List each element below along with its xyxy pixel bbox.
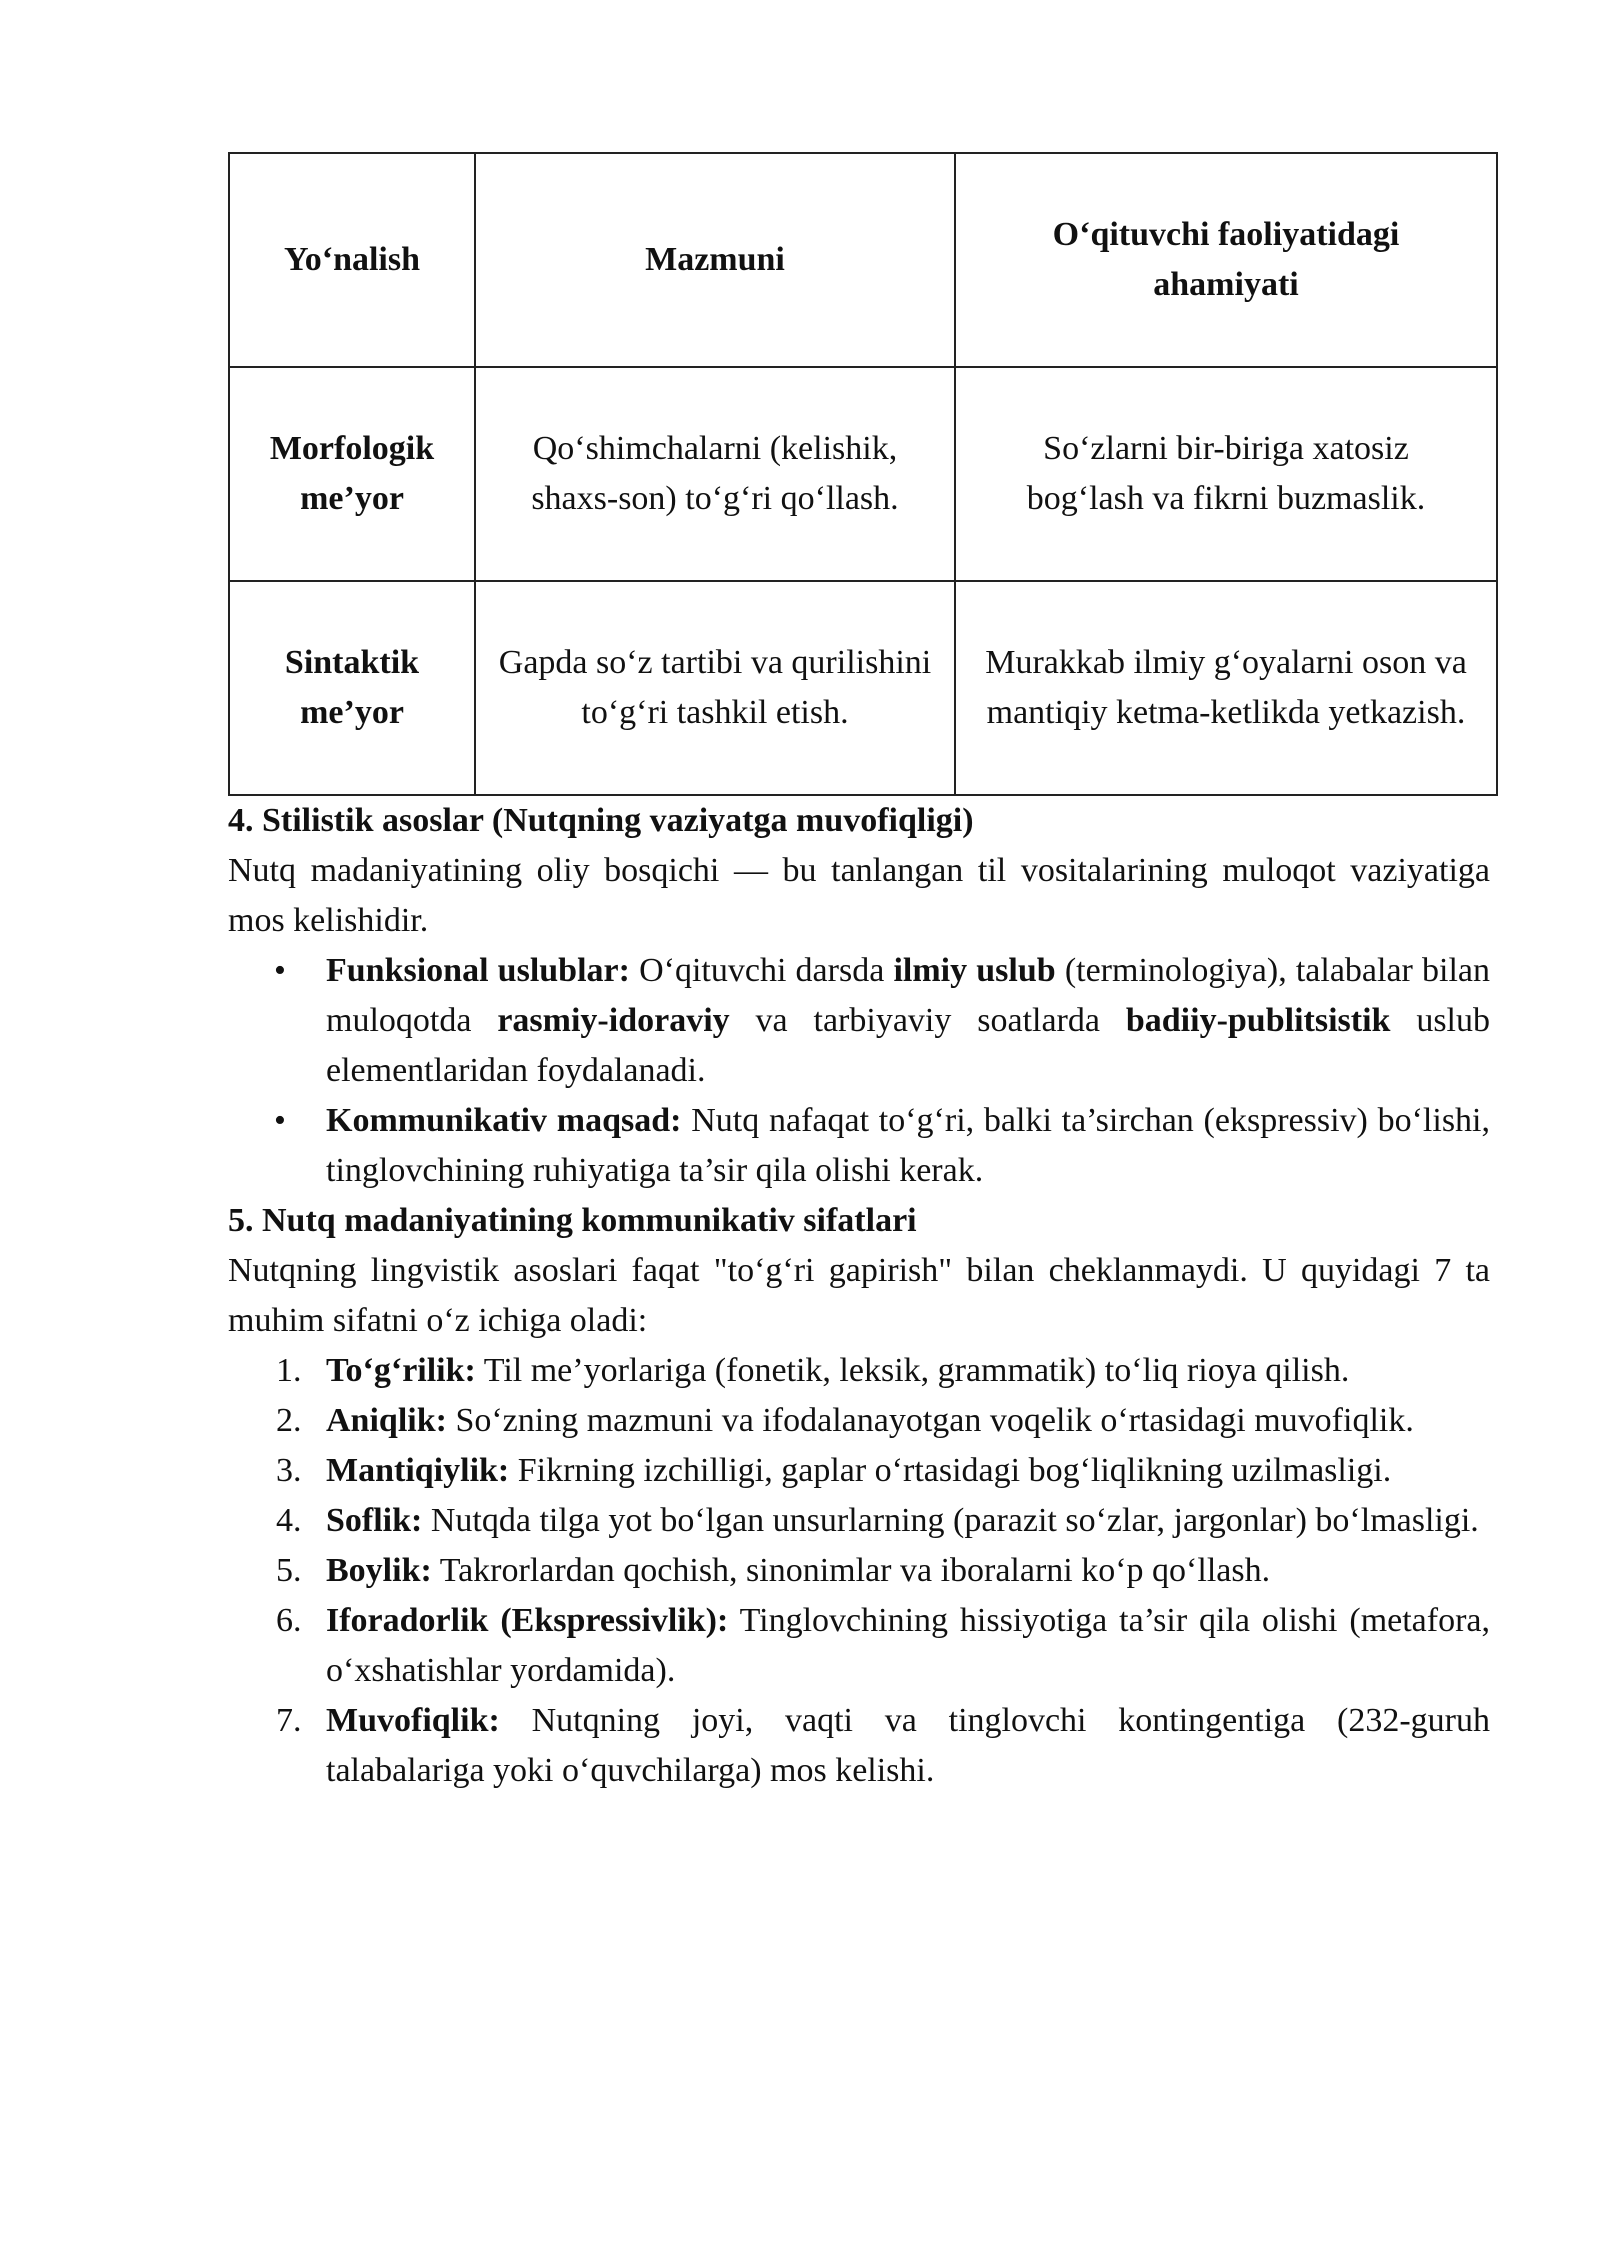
list-number: 6. <box>276 1602 302 1639</box>
list-number: 5. <box>276 1552 302 1589</box>
list-item-term: Mantiqiylik: <box>326 1452 510 1489</box>
table-header-row <box>229 153 1497 367</box>
list-item-text: (terminologiya), talabalar bilan muloqotda <box>326 952 1491 1039</box>
list-number: 3. <box>276 1452 302 1489</box>
table-row <box>229 581 1497 795</box>
norms-table <box>228 152 1498 796</box>
list-number: 7. <box>276 1702 302 1739</box>
list-number: 2. <box>276 1402 302 1439</box>
list-item-text: O‘qituvchi darsda <box>629 952 894 989</box>
list-item-term: Iforadorlik (Ekspressivlik): <box>326 1602 729 1639</box>
list-item <box>228 1696 1490 1796</box>
cell-text: So‘zlarni bir-biriga xatosiz bog‘lash va fikrni buzmaslik. <box>1026 430 1426 517</box>
table-row <box>229 367 1497 581</box>
list-item-term: Aniqlik: <box>326 1402 447 1439</box>
list-item-emphasis: rasmiy-idoraviy <box>497 1002 730 1039</box>
list-item-text: So‘zning mazmuni va ifodalanayotgan voqelik o‘rtasidagi muvofiqlik. <box>446 1402 1414 1439</box>
list-item-text: Nutq nafaqat to‘g‘ri, balki ta’sirchan (ekspressiv) bo‘lishi, tinglovchining ruhiyatiga ta’sir qila olishi kerak. <box>326 1102 1490 1189</box>
list-item <box>228 1546 1490 1596</box>
list-item <box>228 1396 1490 1446</box>
section-4 <box>228 796 1490 1196</box>
section-5 <box>228 1196 1490 1796</box>
section-heading: 5. Nutq madaniyatining kommunikativ sifatlari <box>228 1202 917 1239</box>
list-item-term: To‘g‘rilik: <box>326 1352 476 1389</box>
section-heading: 4. Stilistik asoslar (Nutqning vaziyatga muvofiqligi) <box>228 802 974 839</box>
list-item-emphasis: ilmiy uslub <box>893 952 1056 989</box>
table-header-text: O‘qituvchi faoliyatidagi ahamiyati <box>1052 216 1400 303</box>
table-header-cell <box>955 153 1497 367</box>
list-item <box>228 1096 1490 1196</box>
table-cell-direction <box>229 581 475 795</box>
table-cell-content: Gapda so‘z tartibi va qurilishini to‘g‘ri tashkil etish. <box>475 581 955 795</box>
list-item <box>228 1346 1490 1396</box>
list-item-text: Takrorlardan qochish, sinonimlar va iboralarni ko‘p qo‘llash. <box>431 1552 1271 1589</box>
numbered-list <box>228 1346 1490 1796</box>
list-item-term: Kommunikativ maqsad: <box>326 1102 682 1139</box>
bullet-icon: • <box>274 952 286 989</box>
list-item-term: Muvofiqlik: <box>326 1702 500 1739</box>
document-page <box>228 152 1490 1796</box>
cell-text: Morfologik me’yor <box>269 430 435 517</box>
list-item-term: Funksional uslublar: <box>326 952 630 989</box>
list-item-text: Tinglovchining hissiyotiga ta’sir qila olishi (metafora, o‘xshatishlar yordamida). <box>326 1602 1490 1689</box>
section-intro: Nutq madaniyatining oliy bosqichi — bu tanlangan til vositalarining muloqot vaziyatiga mos kelishidir. <box>228 852 1490 939</box>
list-number: 4. <box>276 1502 302 1539</box>
list-item <box>228 1446 1490 1496</box>
list-item-term: Boylik: <box>326 1552 432 1589</box>
cell-text: Qo‘shimchalarni (kelishik, shaxs-son) to‘g‘ri qo‘llash. <box>531 430 899 517</box>
list-item <box>228 1596 1490 1696</box>
list-item-text: Til me’yorlariga (fonetik, leksik, grammatik) to‘liq rioya qilish. <box>475 1352 1350 1389</box>
table-cell-importance <box>955 367 1497 581</box>
list-item <box>228 1496 1490 1546</box>
list-item <box>228 946 1490 1096</box>
table-cell-content <box>475 367 955 581</box>
table-header-cell: Mazmuni <box>475 153 955 367</box>
table-cell-direction <box>229 367 475 581</box>
cell-text: Sintaktik me’yor <box>284 644 420 731</box>
list-number: 1. <box>276 1352 302 1389</box>
list-item-text: Nutqning joyi, vaqti va tinglovchi kontingentiga (232-guruh talabalariga yoki o‘quvchilarga) mos kelishi. <box>326 1702 1490 1789</box>
list-item-term: Soflik: <box>326 1502 423 1539</box>
list-item-emphasis: badiiy-publitsistik <box>1125 1002 1391 1039</box>
list-item-text: Fikrning izchilligi, gaplar o‘rtasidagi bog‘liqlikning uzilmasligi. <box>509 1452 1392 1489</box>
bullet-list <box>228 946 1490 1196</box>
table-header-cell: Yo‘nalish <box>229 153 475 367</box>
table-cell-importance: Murakkab ilmiy g‘oyalarni oson va mantiqiy ketma-ketlikda yetkazish. <box>955 581 1497 795</box>
bullet-icon: • <box>274 1102 286 1139</box>
list-item-text: Nutqda tilga yot bo‘lgan unsurlarning (parazit so‘zlar, jargonlar) bo‘lmasligi. <box>422 1502 1479 1539</box>
list-item-text: va tarbiyaviy soatlarda <box>729 1002 1126 1039</box>
section-intro: Nutqning lingvistik asoslari faqat "to‘g‘ri gapirish" bilan cheklanmaydi. U quyidagi 7 ta muhim sifatni o‘z ichiga oladi: <box>228 1252 1490 1339</box>
list-item-text: uslub elementlaridan foydalanadi. <box>326 1002 1490 1089</box>
